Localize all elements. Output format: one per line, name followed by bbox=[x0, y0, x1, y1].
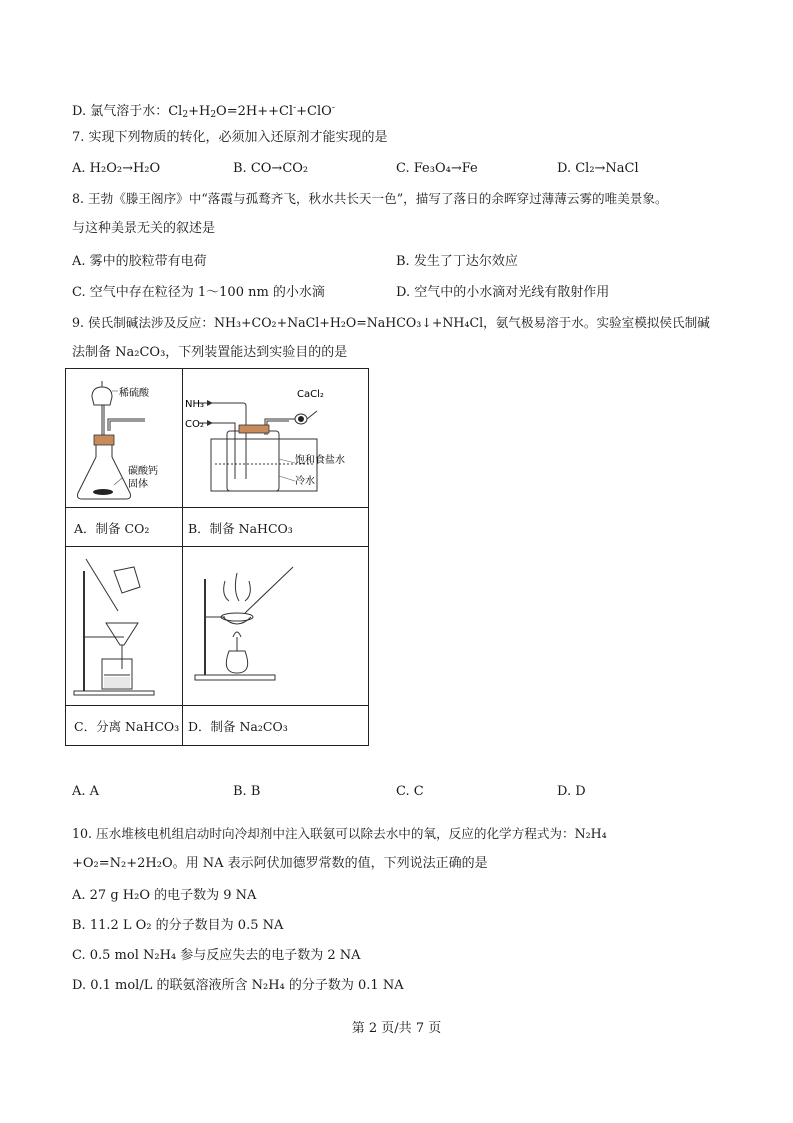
q10-option-c: C. 0.5 mol N₂H₄ 参与反应失去的电子数为 2 NA bbox=[72, 948, 361, 963]
q8-option-a: A. 雾中的胶粒带有电荷 bbox=[72, 254, 207, 269]
fig-b-co2-label: CO₂ bbox=[185, 419, 204, 430]
q7-option-a: A. H₂O₂→H₂O bbox=[72, 161, 161, 176]
q7-option-c: C. Fe₃O₄→Fe bbox=[396, 161, 478, 176]
fig-b-brine-label: 饱和食盐水 bbox=[295, 455, 345, 466]
fig-a-solid-label1: 碳酸钙 bbox=[128, 466, 158, 477]
q10-stem-line2: +O₂=N₂+2H₂O。用 NA 表示阿伏加德罗常数的值，下列说法正确的是 bbox=[72, 856, 488, 871]
fig-b-nh3-label: NH₃ bbox=[185, 399, 205, 410]
q9-option-a: A. A bbox=[72, 784, 100, 799]
fig-b-water-label: 冷水 bbox=[295, 476, 315, 487]
fig-a-solid-label2: 固体 bbox=[128, 479, 148, 490]
q6-option-d: D. 氯气溶于水：$Cl_2+H_2O=2H++Cl^-+ClO^-$ bbox=[72, 103, 335, 120]
q9-stem-line1: 9. 侯氏制碱法涉及反应：NH₃+CO₂+NaCl+H₂O=NaHCO₃↓+NH₄Cl，氨气极易溶于水。实验室模拟侯氏制碱 bbox=[72, 315, 710, 330]
figure-a-co2-generator bbox=[70, 371, 178, 505]
cell-c-label: C．分离 NaHCO₃ bbox=[74, 719, 180, 734]
figure-c-filtration bbox=[70, 551, 178, 701]
q9-apparatus-table bbox=[65, 368, 369, 746]
q10-stem-line1: 10. 压水堆核电机组启动时向冷却剂中注入联氨可以除去水中的氧，反应的化学方程式为：N₂H₄ bbox=[72, 826, 607, 841]
q10-option-d: D. 0.1 mol/L 的联氨溶液所含 N₂H₄ 的分子数为 0.1 NA bbox=[72, 978, 404, 993]
q9-option-d: D. D bbox=[557, 784, 586, 799]
q7-stem: 7. 实现下列物质的转化，必须加入还原剂才能实现的是 bbox=[72, 130, 388, 145]
page-footer: 第 2 页/共 7 页 bbox=[351, 1021, 442, 1036]
q8-option-b: B. 发生了丁达尔效应 bbox=[396, 254, 518, 269]
q7-option-d: D. Cl₂→NaCl bbox=[557, 161, 639, 176]
q8-stem-line2: 与这种美景无关的叙述是 bbox=[72, 221, 216, 236]
q8-option-c: C. 空气中存在粒径为 1～100 nm 的小水滴 bbox=[72, 285, 325, 300]
q9-option-c: C. C bbox=[396, 784, 424, 799]
q8-option-d: D. 空气中的小水滴对光线有散射作用 bbox=[396, 285, 610, 300]
fig-a-acid-label: 稀硫酸 bbox=[119, 388, 149, 399]
figure-d-heating bbox=[185, 551, 367, 701]
q9-stem-line2: 法制备 Na₂CO₃，下列装置能达到实验目的的是 bbox=[72, 345, 348, 360]
q10-option-b: B. 11.2 L O₂ 的分子数目为 0.5 NA bbox=[72, 918, 284, 933]
figure-b-nahco3-apparatus bbox=[185, 371, 367, 505]
fig-b-cacl2-label: CaCl₂ bbox=[297, 389, 324, 400]
q7-option-b: B. CO→CO₂ bbox=[233, 161, 309, 176]
q8-stem-line1: 8. 王勃《滕王阁序》中“落霞与孤鹜齐飞，秋水共长天一色”，描写了落日的余晖穿过薄薄云雾的唯美景象。 bbox=[72, 191, 668, 206]
cell-a-label: A．制备 CO₂ bbox=[74, 521, 150, 536]
cell-d-label: D．制备 Na₂CO₃ bbox=[188, 719, 288, 734]
cell-b-label: B．制备 NaHCO₃ bbox=[188, 521, 293, 536]
q9-option-b: B. B bbox=[233, 784, 261, 799]
q10-option-a: A. 27 g H₂O 的电子数为 9 NA bbox=[72, 888, 257, 903]
